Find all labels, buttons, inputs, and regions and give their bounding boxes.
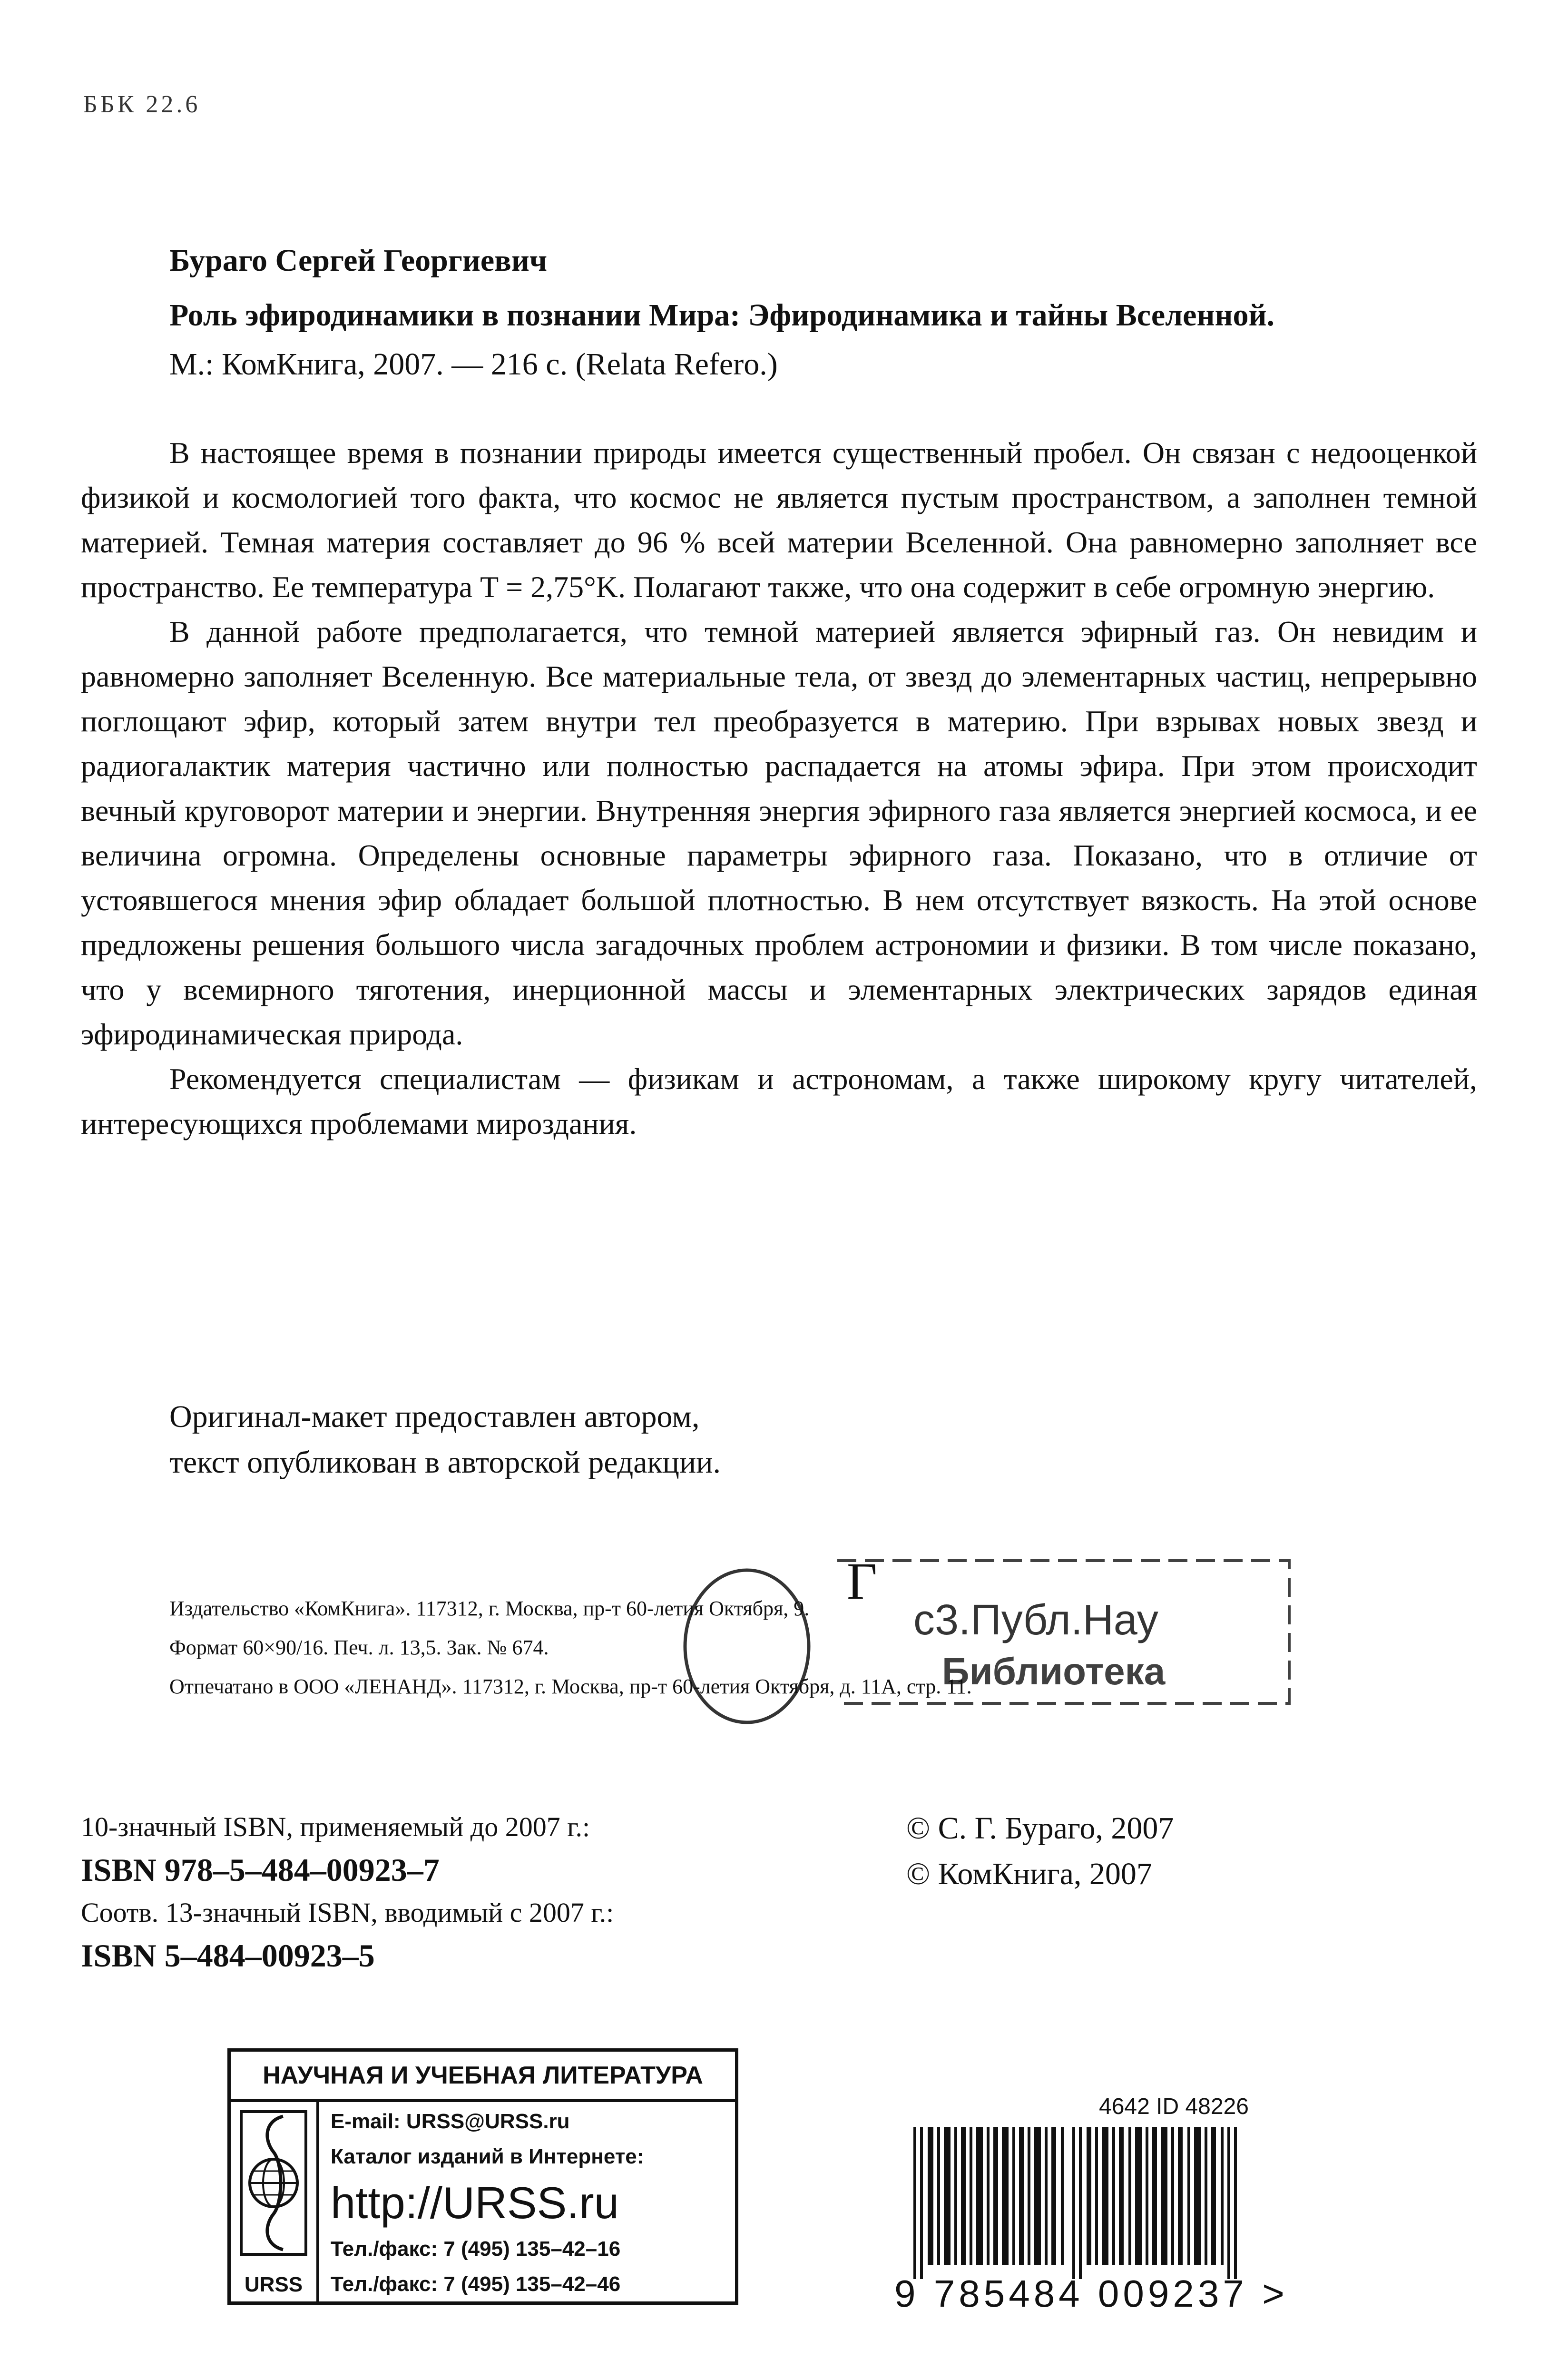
urss-url: http://URSS.ru <box>331 2178 619 2228</box>
barcode-digits: 9 785484 009237 > <box>894 2272 1288 2315</box>
urss-phone-1: Тел./факс: 7 (495) 135–42–16 <box>331 2237 621 2261</box>
barcode-id: 4642 ID 48226 <box>1099 2094 1249 2119</box>
stamp-text-2: Библиотека <box>942 1650 1166 1692</box>
bbk-code: ББК 22.6 <box>83 91 201 118</box>
barcode <box>894 2094 1323 2317</box>
publisher-address: Издательство «КомКнига». 117312, г. Москва, пр-т 60-летия Октября, 9. <box>169 1597 810 1620</box>
stamp-letter: Г <box>847 1552 877 1610</box>
library-stamp <box>657 1532 1299 1732</box>
isbn10-value: ISBN 978–5–484–00923–7 <box>81 1852 440 1888</box>
barcode-bars <box>913 2127 1284 2279</box>
urss-logo <box>231 2102 319 2301</box>
printer-address: Отпечатано в ООО «ЛЕНАНД». 117312, г. Москва, пр-т 60-летия Октября, д. 11А, стр. 11. <box>169 1675 972 1698</box>
urss-header: НАУЧНАЯ И УЧЕБНАЯ ЛИТЕРАТУРА <box>231 2052 735 2102</box>
urss-phone-2: Тел./факс: 7 (495) 135–42–46 <box>331 2272 621 2296</box>
book-title: Роль эфиродинамики в познании Мира: Эфиродинамика и тайны Вселенной. <box>169 298 1275 333</box>
urss-email: E-mail: URSS@URSS.ru <box>331 2110 570 2133</box>
print-format: Формат 60×90/16. Печ. л. 13,5. Зак. № 674. <box>169 1636 549 1659</box>
copyright-author: © С. Г. Бураго, 2007 <box>906 1811 1174 1846</box>
isbn13-value: ISBN 5–484–00923–5 <box>81 1937 375 1974</box>
copyright-block <box>906 1806 1174 1897</box>
layout-note <box>169 1394 721 1485</box>
isbn-block <box>81 1806 614 1977</box>
layout-note-line-2: текст опубликован в авторской редакции. <box>169 1445 721 1480</box>
abstract-paragraph-2: В данной работе предполагается, что темной материей является эфирный газ. Он невидим и равномерно заполняет Вселенную. Все материальные тела, от звезд до элементарных частиц, непрерывно поглощают эфир, который затем внутри тел преобразуется в материю. При взрывах новых звезд и радиогалактик материя частично или полностью распадается на атомы эфира. При этом происходит вечный круговорот материи и энергии. Внутренняя энергия эфирного газа является энергией космоса, и ее величина огромна. Определены основные параметры эфирного газа. Показано, что в отличие от устоявшегося мнения эфир обладает большой плотностью. В нем отсутствует вязкость. На этой основе предложены решения большого числа загадочных проблем астрономии и физики. В том числе показано, что у всемирного тяготения, инерционной массы и элементарных электрических зарядов единая эфиродинамическая природа. <box>81 615 1477 1051</box>
urss-catalog-label: Каталог изданий в Интернете: <box>331 2145 644 2168</box>
urss-logo-label: URSS <box>244 2273 303 2296</box>
urss-contacts <box>331 2104 730 2301</box>
imprint-line: М.: КомКнига, 2007. — 216 с. (Relata Refero.) <box>169 347 778 382</box>
urss-info-box <box>227 2048 738 2305</box>
layout-note-line-1: Оригинал-макет предоставлен автором, <box>169 1399 700 1434</box>
stamp-text-1: с3.Публ.Нау <box>913 1596 1158 1644</box>
author-name: Бураго Сергей Георгиевич <box>169 243 548 278</box>
copyright-publisher: © КомКнига, 2007 <box>906 1857 1152 1891</box>
abstract-paragraph-3: Рекомендуется специалистам — физикам и астрономам, а также широкому кругу читателей, интересующихся проблемами мироздания. <box>81 1062 1477 1140</box>
isbn13-label: Соотв. 13-значный ISBN, вводимый с 2007 г.: <box>81 1897 614 1928</box>
abstract-paragraph-1: В настоящее время в познании природы имеется существенный пробел. Он связан с недооценкой физикой и космологией того факта, что космос не является пустым пространством, а заполнен темной материей. Темная материя составляет до 96 % всей материи Вселенной. Она равномерно заполняет все пространство. Ее температура T = 2,75°K. Полагают также, что она содержит в себе огромную энергию. <box>81 436 1477 604</box>
isbn10-label: 10-значный ISBN, применяемый до 2007 г.: <box>81 1811 590 1842</box>
abstract <box>81 431 1477 1146</box>
globe-logo-icon <box>231 2107 316 2264</box>
stamp-circle <box>685 1570 809 1722</box>
